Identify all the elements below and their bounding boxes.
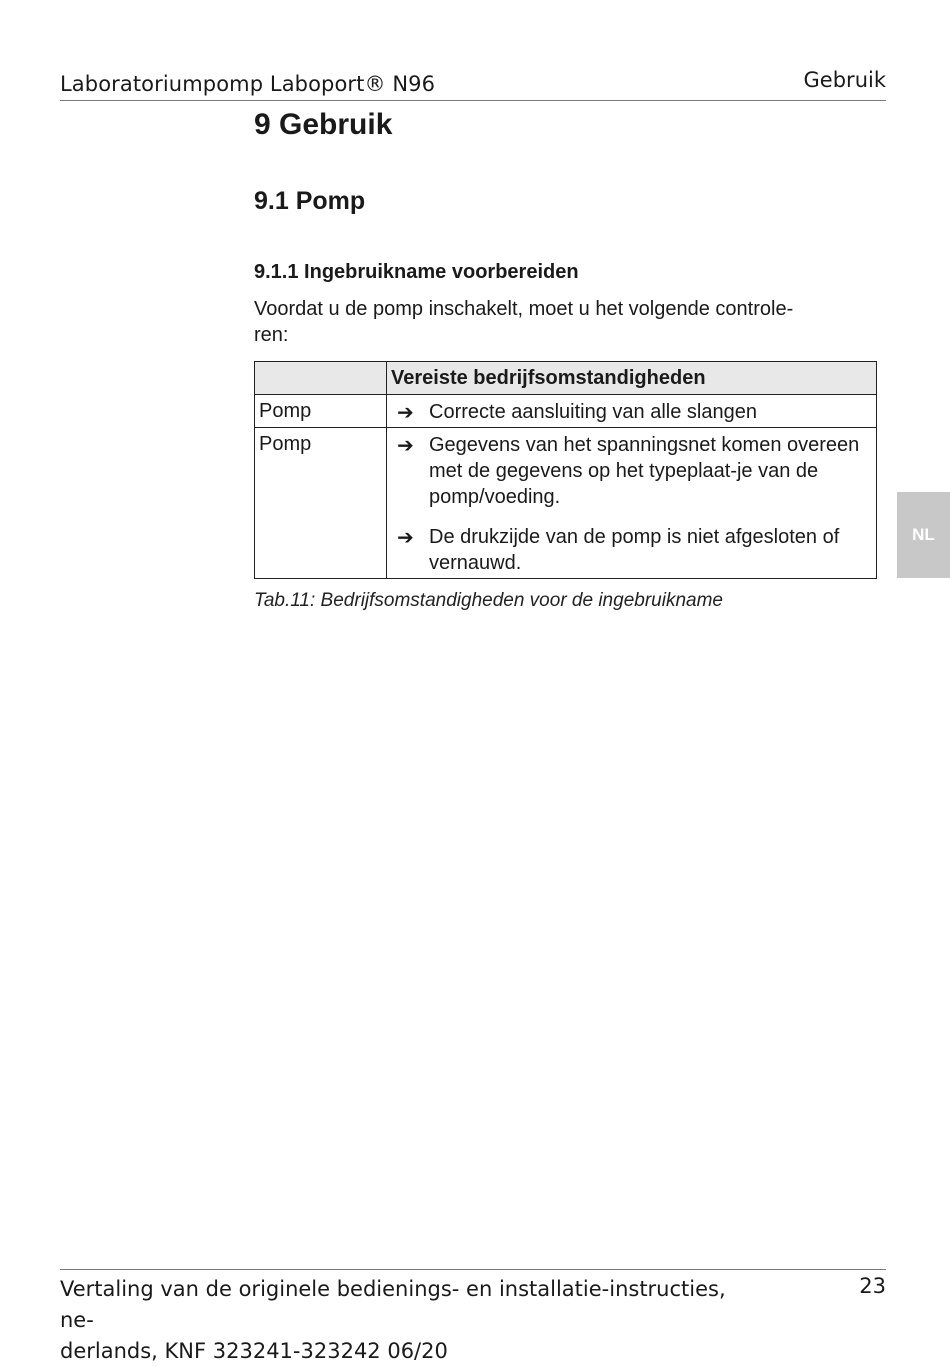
page-header xyxy=(60,68,886,101)
requirements-table xyxy=(254,361,877,579)
intro-paragraph xyxy=(254,296,879,348)
requirement-item xyxy=(387,428,876,510)
document-title: Laboratoriumpomp Laboport® N96 xyxy=(60,72,436,96)
requirement-item xyxy=(387,520,876,576)
requirement-text: Correcte aansluiting van alle slangen xyxy=(429,401,757,423)
chapter-heading: 9 Gebruik xyxy=(254,108,393,141)
footer-line-1: Vertaling van de originele bedienings- en installatie-instructies, ne- xyxy=(60,1277,726,1332)
header-col1-label xyxy=(255,362,386,367)
row-label: Pomp xyxy=(259,400,312,422)
header-col2-label: Vereiste bedrijfsomstandigheden xyxy=(391,367,706,389)
requirements-cell xyxy=(387,395,877,428)
arrow-right-icon: ➔ xyxy=(397,433,414,457)
arrow-right-icon: ➔ xyxy=(397,525,414,549)
footer-line-2: derlands, KNF 323241-323242 06/20 xyxy=(60,1339,448,1363)
table-header-cell xyxy=(387,362,877,395)
section-heading: 9.1 Pomp xyxy=(254,187,366,215)
table-header-cell-empty xyxy=(255,362,387,395)
page-number: 23 xyxy=(859,1274,886,1298)
footer-text xyxy=(60,1274,760,1367)
row-label-cell xyxy=(255,428,387,579)
requirement-text: Gegevens van het spanningsnet komen overeen met de gegevens op het typeplaat-je van de pomp/voeding. xyxy=(429,434,860,508)
arrow-right-icon: ➔ xyxy=(397,400,414,424)
row-label: Pomp xyxy=(259,433,312,455)
table-row xyxy=(255,428,877,579)
subsection-heading: 9.1.1 Ingebruikname voorbereiden xyxy=(254,261,579,283)
requirements-cell xyxy=(387,428,877,579)
chapter-title: Gebruik xyxy=(803,68,886,92)
table-row xyxy=(255,395,877,428)
table-caption: Tab.11: Bedrijfsomstandigheden voor de ingebruikname xyxy=(254,590,723,611)
requirement-item xyxy=(387,395,876,425)
footer-divider xyxy=(60,1269,886,1270)
requirement-text: De drukzijde van de pomp is niet afgesloten of vernauwd. xyxy=(429,526,840,574)
intro-line-2: ren: xyxy=(254,324,289,346)
language-label: NL xyxy=(912,525,935,544)
table-header-row xyxy=(255,362,877,395)
row-label-cell xyxy=(255,395,387,428)
language-tab xyxy=(897,492,950,578)
intro-line-1: Voordat u de pomp inschakelt, moet u het volgende controle- xyxy=(254,298,794,320)
